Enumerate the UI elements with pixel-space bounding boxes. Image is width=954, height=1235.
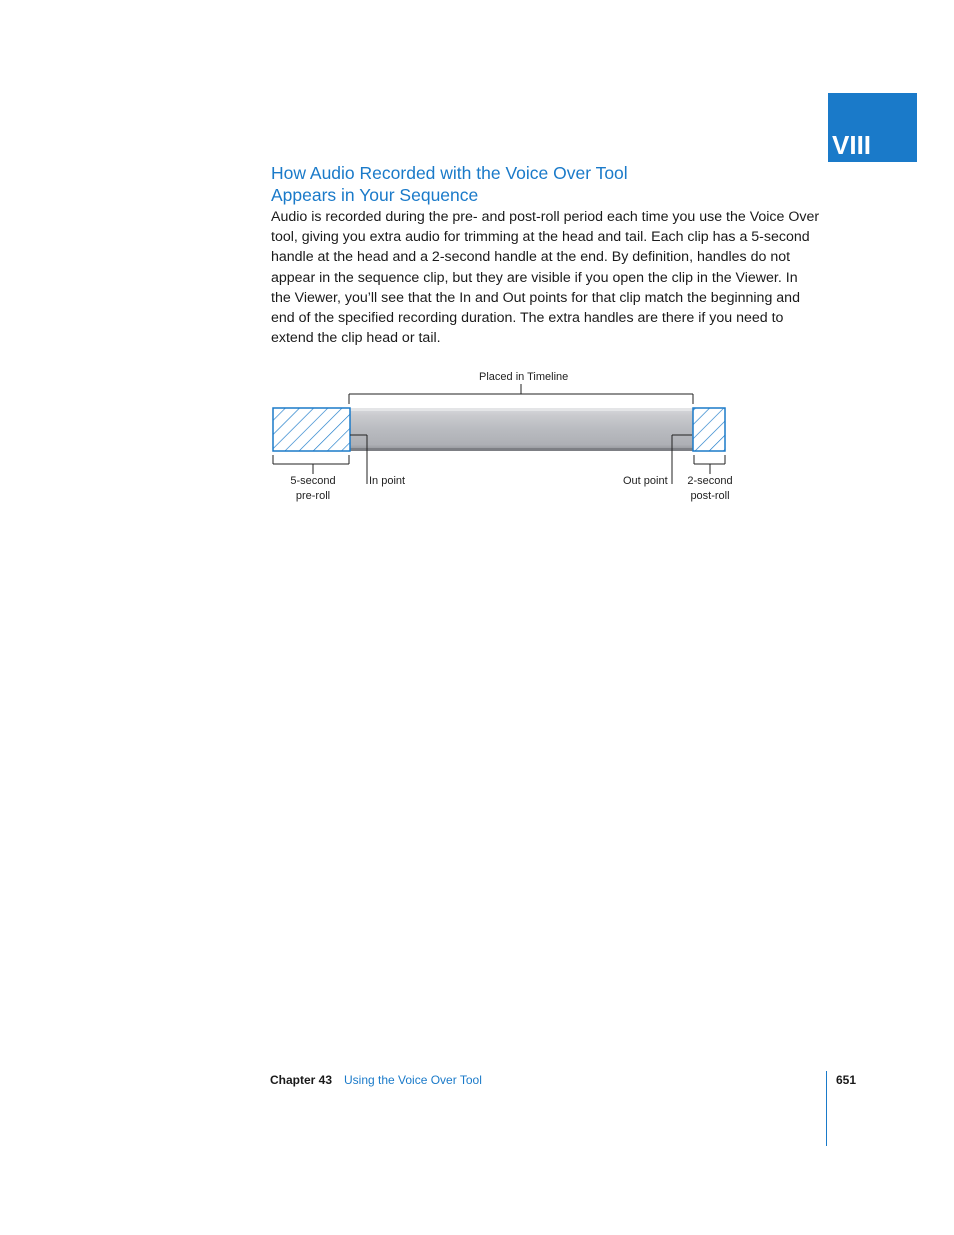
placed-in-timeline-label: Placed in Timeline: [479, 371, 569, 383]
section-title: [271, 162, 791, 206]
postroll-handle: [693, 408, 725, 451]
part-tab-label: VIII: [832, 130, 872, 160]
preroll-bracket: [273, 455, 349, 474]
preroll-label: [290, 474, 336, 504]
preroll-label-line1: 5-second: [290, 475, 336, 487]
body-paragraph: Audio is recorded during the pre- and post-roll period each time you use the Voice Over tool, giving you extra audio for trimming at the head and tail. Each clip has a 5-second handle at the head and a 2-second handle at the end. By definition, handles do not appear in the sequence clip, but they are visible if you open the clip in the Viewer. In the Viewer, you’ll see that the In and Out points for that clip match the beginning and end of the specified recording duration. The extra handles are there if you need to extend the clip head or tail.: [271, 209, 820, 347]
preroll-handle: [273, 408, 350, 451]
in-point-label: In point: [369, 475, 406, 487]
part-tab: [828, 93, 917, 162]
sequence-clip: [350, 408, 693, 451]
footer-chapter-title[interactable]: Using the Voice Over Tool: [344, 1073, 482, 1087]
out-point-label: Out point: [623, 475, 668, 487]
page-number: 651: [836, 1073, 857, 1087]
placed-bracket: [349, 384, 693, 404]
footer-chapter: Chapter 43: [270, 1073, 333, 1087]
section-title-line1: How Audio Recorded with the Voice Over Tool: [271, 163, 628, 183]
postroll-label-line1: 2-second: [687, 475, 733, 487]
footer-divider: [826, 1071, 827, 1146]
preroll-label-line2: pre-roll: [295, 490, 331, 502]
postroll-bracket: [694, 455, 725, 474]
postroll-label-line2: post-roll: [690, 490, 730, 502]
section-title-line2: Appears in Your Sequence: [271, 185, 479, 205]
in-point-leader: [350, 435, 367, 484]
postroll-label: [686, 474, 734, 504]
